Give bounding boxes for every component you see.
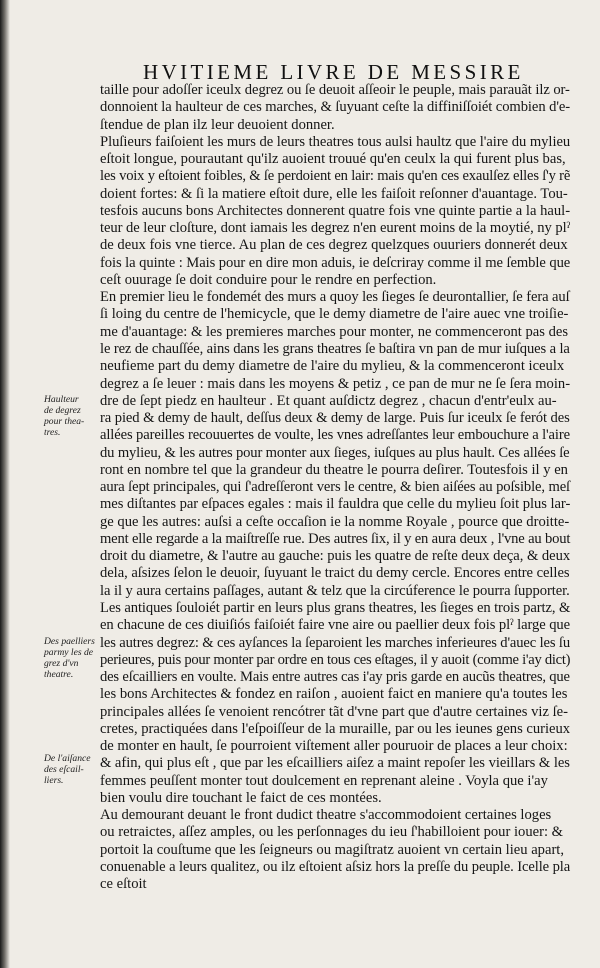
body-text — [100, 82, 570, 893]
running-head: HVITIEME LIVRE DE MESSIRE — [143, 60, 524, 84]
text-line: le rez de chauſſée, ains dans les grans theatres ſe baſtira vn pan de mur iuſques a la — [100, 340, 570, 357]
text-line: mes diſtantes par eſpaces egales : mais il fauldra que celle du mylieu ſoit plus lar- — [100, 496, 571, 513]
margin-note-line: parmy les de — [44, 647, 94, 658]
text-line: principales allées ſe venoient rencótrer tãt d'vne part que d'autre certaines viz ſe- — [100, 703, 568, 720]
text-line: en chacune de ces diuiſiós faiſoiét faire vne aire ou paellier deux fois plˀ large que — [100, 617, 571, 634]
text-line: Au demourant deuant le front dudict theatre s'accommodoient certaines loges — [100, 807, 552, 824]
text-line: femmes peuſſent monter tout doulcement en reprenant aleine . Voyla que i'ay — [100, 772, 548, 789]
text-line: teur de leur cloſture, dont iamais les degrez n'en eurent moins de la moytié, ny plˀ — [100, 220, 571, 237]
margin-note-line: Des paelliers — [44, 636, 95, 647]
text-line: doient fortes: & ſi la matiere eſtoit dure, elle les faiſoit reſonner d'auantage. Tou- — [100, 185, 568, 202]
text-line: degrez a ſe leuer : mais dans les moyens & petiz , ce pan de mur ne ſe ſera moin- — [100, 375, 571, 392]
text-line: eſtoit longue, pourautant qu'ilz auoient trouué qu'en ceulx la qui furent plus bas, — [100, 151, 566, 168]
text-line: ront en nombre tel que la grandeur du theatre le pourra deſirer. Toutesfois il y en — [100, 461, 568, 478]
text-line: ſtendue de plan ilz leur deuoient donner. — [100, 116, 335, 133]
text-line: la il y aura certains paſſages, autant & telz que la circúference le pourra ſupporter. — [100, 582, 570, 599]
binding-shadow — [0, 0, 10, 968]
text-line: les bons Architectes & fondez en raiſon , auoient faict en maniere qu'a toutes les — [100, 686, 568, 703]
text-line: Les antiques ſouloiét partir en leurs plus grans theatres, les ſieges en trois partz, & — [100, 599, 571, 616]
text-line: ge que les autres: auſsi a ceſte occaſion ie la nomme Royale , pource que droitte- — [100, 513, 570, 530]
margin-note-line: pour thea- — [44, 416, 85, 427]
text-line: de deux fois vne tierce. Au plan de ces degrez quelzques ouuriers donnerét deux — [100, 237, 568, 254]
text-line: dela, aſsizes ſelon le deuoir, ſuyuant le traict du demy cercle. Encores entre celles — [100, 565, 570, 582]
margin-note-line: de degrez — [44, 405, 81, 416]
text-line: neufieme part du demy diametre de l'aire du mylieu, & la commenceront iceulx — [100, 358, 565, 375]
text-line: bien voulu dire touchant le faict de ces montées. — [100, 789, 382, 806]
margin-note-line: des eſcail- — [44, 764, 84, 775]
text-line: cretes, practiquées dans l'eſpoiſſeur de la muraille, par ou les ieunes gens curieux — [100, 720, 571, 737]
text-line: droit du diametre, & l'autre au gauche: puis les quatre de reſte deux deça, & deux — [100, 548, 571, 565]
margin-note-line: De l'aiſance — [44, 753, 91, 764]
margin-note-line: grez d'vn — [44, 658, 79, 669]
text-line: taille pour adoſſer iceulx degrez ou ſe deuoit aſſeoir le peuple, mais parauãt ilz or- — [100, 82, 570, 98]
text-line: Pluſieurs faiſoient les murs de leurs theatres tous aulsi haultz que l'aire du mylieu — [100, 133, 571, 150]
text-line: ſi loing du centre de l'hemicycle, que le demy diametre de l'aire auec vne troiſie- — [100, 306, 569, 323]
margin-note-line: Haulteur — [44, 394, 79, 405]
margin-note-line: liers. — [44, 775, 64, 786]
text-line: En premier lieu le fondemét des murs a quoy les ſieges ſe deurontallier, ſe fera auſ — [100, 289, 570, 306]
text-line: ra pied & demy de hault, deſſus deux & demy de large. Puis ſur iceulx ſe ferót des — [100, 410, 570, 427]
text-line: tesfois aucuns bons Architectes donnerent quatre fois vne quinte partie a la haul- — [100, 202, 571, 219]
text-line: & afin, qui plus eſt , que par les eſcailliers aiſez a maint repoſer les vieillars & les — [100, 755, 570, 772]
text-line: ou retraictes, aſſez amples, ou les perſonnages du ieu ſ'habilloient pour iouer: & — [100, 824, 564, 841]
text-line: ment elle regarde a la maiſtreſſe rue. Des autres ſix, il y en aura deux , l'vne au bout — [100, 530, 571, 547]
text-line: des eſcailliers en voulte. Mais entre autres cas i'ay pris garde en aucũs theatres, que — [100, 669, 570, 686]
margin-note-line: tres. — [44, 427, 61, 438]
text-line: portoit la couſtume que les ſeigneurs ou magiſtratz auoient vn certain lieu apart, — [100, 841, 565, 858]
text-line: les autres degrez: & ces ayſances la ſeparoient les marches inferieures d'auec les ſu — [100, 634, 570, 651]
text-line: conuenable a leurs qualitez, ou ilz eſtoient aſsiz hors la preſſe du peuple. Icelle pla — [100, 858, 571, 875]
text-line: donnoient la haulteur de ces marches, & ſuyuant ceſte la diffiniſſoiét combien d'e- — [100, 99, 571, 116]
text-line: me d'auantage: & les premieres marches pour monter, ne commenceront pas des — [100, 323, 569, 340]
margin-note-line: theatre. — [44, 669, 74, 680]
text-line: dre de ſept piedz en haulteur . Et quant auſdictz degrez , chacun d'entr'eulx au- — [100, 392, 557, 409]
text-line: allées pareilles recouuertes de voulte, les vnes adreſſantes leur embouchure a l'aire — [100, 427, 570, 444]
text-line: perieures, puis pour monter par ordre en tous ces eſtages, il y auoit (comme i'ay dict) — [100, 651, 571, 668]
text-line: du mylieu, & les autres pour monter aux ſieges, iuſques au plus hault. Ces allées ſe — [100, 444, 570, 461]
text-line: ce eſtoit — [100, 876, 147, 893]
text-line: aura ſept principales, qui ſ'adreſſeront vers le centre, & bien aiſées au poſsible, meſ — [100, 479, 570, 496]
margin-note-haulteur — [44, 394, 98, 438]
margin-note-aisance — [44, 753, 98, 786]
text-line: de monter en hault, ſe pourroient viſtement aller pouruoir de places a leur choix: — [100, 738, 568, 755]
margin-note-paelliers — [44, 636, 98, 680]
text-line: fois la quinte : Mais pour en dire mon aduis, ie deſcriray comme il me ſemble que — [100, 254, 571, 271]
text-line: les voix y eſtoient foibles, & ſe perdoient en lair: mais qu'en ces exaulſez elles ſ'y rẽ — [100, 168, 571, 185]
text-line: ceſt ouurage ſe doit conduire pour le rendre en perfection. — [100, 271, 437, 288]
